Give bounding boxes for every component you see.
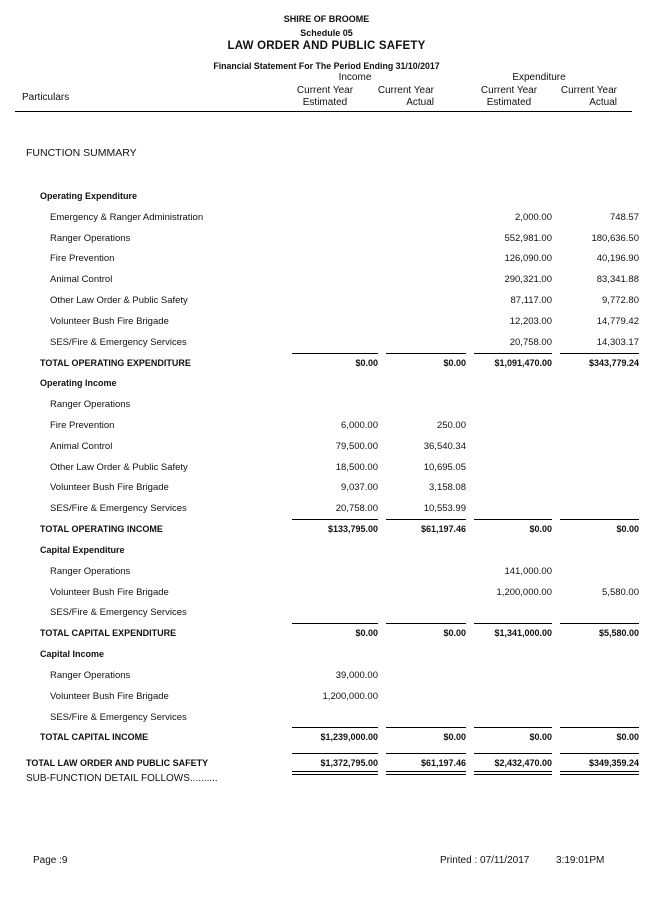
table-row bbox=[0, 212, 653, 226]
table-row bbox=[0, 482, 653, 496]
row-label: TOTAL OPERATING INCOME bbox=[40, 524, 163, 534]
row-value: $0.00 bbox=[616, 732, 639, 742]
col-heading-line: Current Year bbox=[377, 85, 434, 96]
table-row bbox=[0, 670, 653, 684]
table-row bbox=[0, 253, 653, 267]
row-value: 5,580.00 bbox=[602, 587, 639, 598]
row-value: 250.00 bbox=[436, 420, 466, 431]
row-value: 290,321.00 bbox=[504, 274, 552, 285]
grand-total-double-underline bbox=[386, 771, 466, 775]
row-label: TOTAL LAW ORDER AND PUBLIC SAFETY bbox=[26, 758, 209, 768]
row-value: 9,037.00 bbox=[341, 482, 378, 493]
row-value: 12,203.00 bbox=[509, 316, 552, 327]
row-value: 126,090.00 bbox=[504, 253, 552, 264]
report-title: LAW ORDER AND PUBLIC SAFETY bbox=[227, 40, 426, 52]
total-underline bbox=[474, 353, 552, 354]
row-label: SES/Fire & Emergency Services bbox=[50, 503, 187, 514]
row-value: $1,239,000.00 bbox=[320, 732, 378, 742]
row-value: $0.00 bbox=[529, 732, 552, 742]
row-label: Animal Control bbox=[50, 441, 113, 452]
total-underline bbox=[386, 753, 466, 754]
table-row bbox=[0, 587, 653, 601]
section-heading-row bbox=[0, 191, 653, 205]
total-row bbox=[0, 628, 653, 642]
row-label: SES/Fire & Emergency Services bbox=[50, 607, 187, 618]
row-label: Volunteer Bush Fire Brigade bbox=[50, 691, 169, 702]
row-value: 1,200,000.00 bbox=[322, 691, 378, 702]
row-value: $133,795.00 bbox=[327, 524, 378, 534]
row-value: 79,500.00 bbox=[335, 441, 378, 452]
row-label: Emergency & Ranger Administration bbox=[50, 212, 204, 223]
grand-total-double-underline bbox=[474, 771, 552, 775]
row-value: 2,000.00 bbox=[515, 212, 552, 223]
expenditure-group-heading: Expenditure bbox=[512, 72, 566, 83]
row-value: $0.00 bbox=[529, 524, 552, 534]
income-group-heading: Income bbox=[338, 72, 372, 83]
row-value: $0.00 bbox=[355, 628, 378, 638]
row-label: TOTAL CAPITAL EXPENDITURE bbox=[40, 628, 177, 638]
col-expenditure-actual-heading bbox=[555, 85, 617, 109]
section-heading-row bbox=[0, 545, 653, 559]
table-row bbox=[0, 420, 653, 434]
row-value: 10,553.99 bbox=[423, 503, 466, 514]
col-heading-line: Actual bbox=[589, 97, 617, 108]
row-label: Volunteer Bush Fire Brigade bbox=[50, 482, 169, 493]
schedule-number: Schedule 05 bbox=[300, 28, 353, 38]
total-underline bbox=[474, 623, 552, 624]
col-heading-line: Estimated bbox=[302, 97, 348, 108]
row-value: $0.00 bbox=[355, 358, 378, 368]
grand-total-double-underline bbox=[560, 771, 639, 775]
table-row bbox=[0, 566, 653, 580]
row-value: 6,000.00 bbox=[341, 420, 378, 431]
table-row bbox=[0, 691, 653, 705]
total-underline bbox=[560, 353, 639, 354]
col-heading-line: Current Year bbox=[480, 85, 538, 96]
table-row bbox=[0, 462, 653, 476]
total-underline bbox=[560, 623, 639, 624]
row-value: 180,636.50 bbox=[591, 233, 639, 244]
section-heading-row bbox=[0, 378, 653, 392]
page-number: Page :9 bbox=[33, 855, 68, 866]
table-row bbox=[0, 607, 653, 621]
col-income-actual-heading bbox=[370, 85, 434, 109]
row-label: Animal Control bbox=[50, 274, 113, 285]
table-row bbox=[0, 712, 653, 726]
table-row bbox=[0, 274, 653, 288]
section-heading-row bbox=[0, 649, 653, 663]
row-value: 20,758.00 bbox=[509, 337, 552, 348]
table-row bbox=[0, 295, 653, 309]
col-heading-line: Actual bbox=[406, 97, 434, 108]
row-label: Ranger Operations bbox=[50, 233, 131, 244]
col-heading-line: Estimated bbox=[486, 97, 532, 108]
row-value: $0.00 bbox=[443, 358, 466, 368]
row-label: Ranger Operations bbox=[50, 399, 131, 410]
row-value: $2,432,470.00 bbox=[494, 758, 552, 768]
row-label: SES/Fire & Emergency Services bbox=[50, 337, 187, 348]
row-label: Fire Prevention bbox=[50, 420, 115, 431]
col-income-estimated-heading bbox=[296, 85, 354, 109]
total-underline bbox=[386, 727, 466, 728]
total-underline bbox=[386, 519, 466, 520]
total-underline bbox=[386, 623, 466, 624]
col-heading-line: Current Year bbox=[296, 85, 354, 96]
total-underline bbox=[474, 727, 552, 728]
table-row bbox=[0, 337, 653, 351]
row-value: 9,772.80 bbox=[602, 295, 639, 306]
total-underline bbox=[292, 727, 378, 728]
row-value: 40,196.90 bbox=[596, 253, 639, 264]
total-underline bbox=[292, 353, 378, 354]
row-value: $1,341,000.00 bbox=[494, 628, 552, 638]
organisation-name: SHIRE OF BROOME bbox=[283, 14, 370, 24]
row-value: 36,540.34 bbox=[423, 441, 466, 452]
row-value: $0.00 bbox=[616, 524, 639, 534]
row-value: $1,091,470.00 bbox=[494, 358, 552, 368]
row-label: Fire Prevention bbox=[50, 253, 115, 264]
row-value: 39,000.00 bbox=[335, 670, 378, 681]
row-value: 748.57 bbox=[609, 212, 639, 223]
row-value: $343,779.24 bbox=[588, 358, 639, 368]
row-value: 18,500.00 bbox=[335, 462, 378, 473]
total-underline bbox=[560, 519, 639, 520]
row-label: SES/Fire & Emergency Services bbox=[50, 712, 187, 723]
total-underline bbox=[560, 753, 639, 754]
row-value: $0.00 bbox=[443, 732, 466, 742]
header-rule bbox=[15, 111, 632, 112]
row-value: 552,981.00 bbox=[504, 233, 552, 244]
subfunction-note: SUB-FUNCTION DETAIL FOLLOWS.......... bbox=[26, 773, 218, 784]
row-value: 10,695.05 bbox=[423, 462, 466, 473]
table-row bbox=[0, 441, 653, 455]
grand-total-double-underline bbox=[292, 771, 378, 775]
row-value: $61,197.46 bbox=[420, 758, 466, 768]
total-underline bbox=[474, 753, 552, 754]
row-label: Operating Income bbox=[40, 378, 117, 388]
total-row bbox=[0, 732, 653, 746]
total-row bbox=[0, 358, 653, 372]
row-label: Capital Expenditure bbox=[40, 545, 125, 555]
row-value: $349,359.24 bbox=[588, 758, 639, 768]
row-value: $5,580.00 bbox=[598, 628, 639, 638]
row-label: Ranger Operations bbox=[50, 566, 131, 577]
table-row bbox=[0, 316, 653, 330]
particulars-heading: Particulars bbox=[22, 92, 70, 103]
row-value: 87,117.00 bbox=[510, 295, 552, 306]
total-underline bbox=[292, 519, 378, 520]
total-underline bbox=[292, 753, 378, 754]
row-value: 83,341.88 bbox=[596, 274, 639, 285]
printed-time: 3:19:01PM bbox=[556, 855, 605, 866]
row-value: 14,779.42 bbox=[596, 316, 639, 327]
row-value: $61,197.46 bbox=[420, 524, 466, 534]
total-underline bbox=[386, 353, 466, 354]
total-underline bbox=[292, 623, 378, 624]
row-label: Other Law Order & Public Safety bbox=[50, 295, 188, 306]
row-label: Ranger Operations bbox=[50, 670, 131, 681]
function-summary-heading: FUNCTION SUMMARY bbox=[26, 147, 137, 159]
row-value: 1,200,000.00 bbox=[496, 587, 552, 598]
col-heading-line: Current Year bbox=[560, 85, 617, 96]
row-value: $0.00 bbox=[443, 628, 466, 638]
table-row bbox=[0, 233, 653, 247]
col-expenditure-estimated-heading bbox=[480, 85, 538, 109]
report-period: Financial Statement For The Period Ending 31/10/2017 bbox=[213, 61, 440, 71]
row-value: $1,372,795.00 bbox=[320, 758, 378, 768]
row-value: 141,000.00 bbox=[504, 566, 552, 577]
row-label: TOTAL OPERATING EXPENDITURE bbox=[40, 358, 191, 368]
row-label: Volunteer Bush Fire Brigade bbox=[50, 587, 169, 598]
table-row bbox=[0, 503, 653, 517]
total-row bbox=[0, 524, 653, 538]
grand-total-row bbox=[0, 758, 653, 772]
row-label: Volunteer Bush Fire Brigade bbox=[50, 316, 169, 327]
row-value: 14,303.17 bbox=[596, 337, 639, 348]
table-row bbox=[0, 399, 653, 413]
row-value: 20,758.00 bbox=[335, 503, 378, 514]
row-label: Operating Expenditure bbox=[40, 191, 138, 201]
row-label: Other Law Order & Public Safety bbox=[50, 462, 188, 473]
printed-date: Printed : 07/11/2017 bbox=[440, 855, 530, 866]
total-underline bbox=[560, 727, 639, 728]
row-label: Capital Income bbox=[40, 649, 105, 659]
row-label: TOTAL CAPITAL INCOME bbox=[40, 732, 149, 742]
total-underline bbox=[474, 519, 552, 520]
row-value: 3,158.08 bbox=[429, 482, 466, 493]
